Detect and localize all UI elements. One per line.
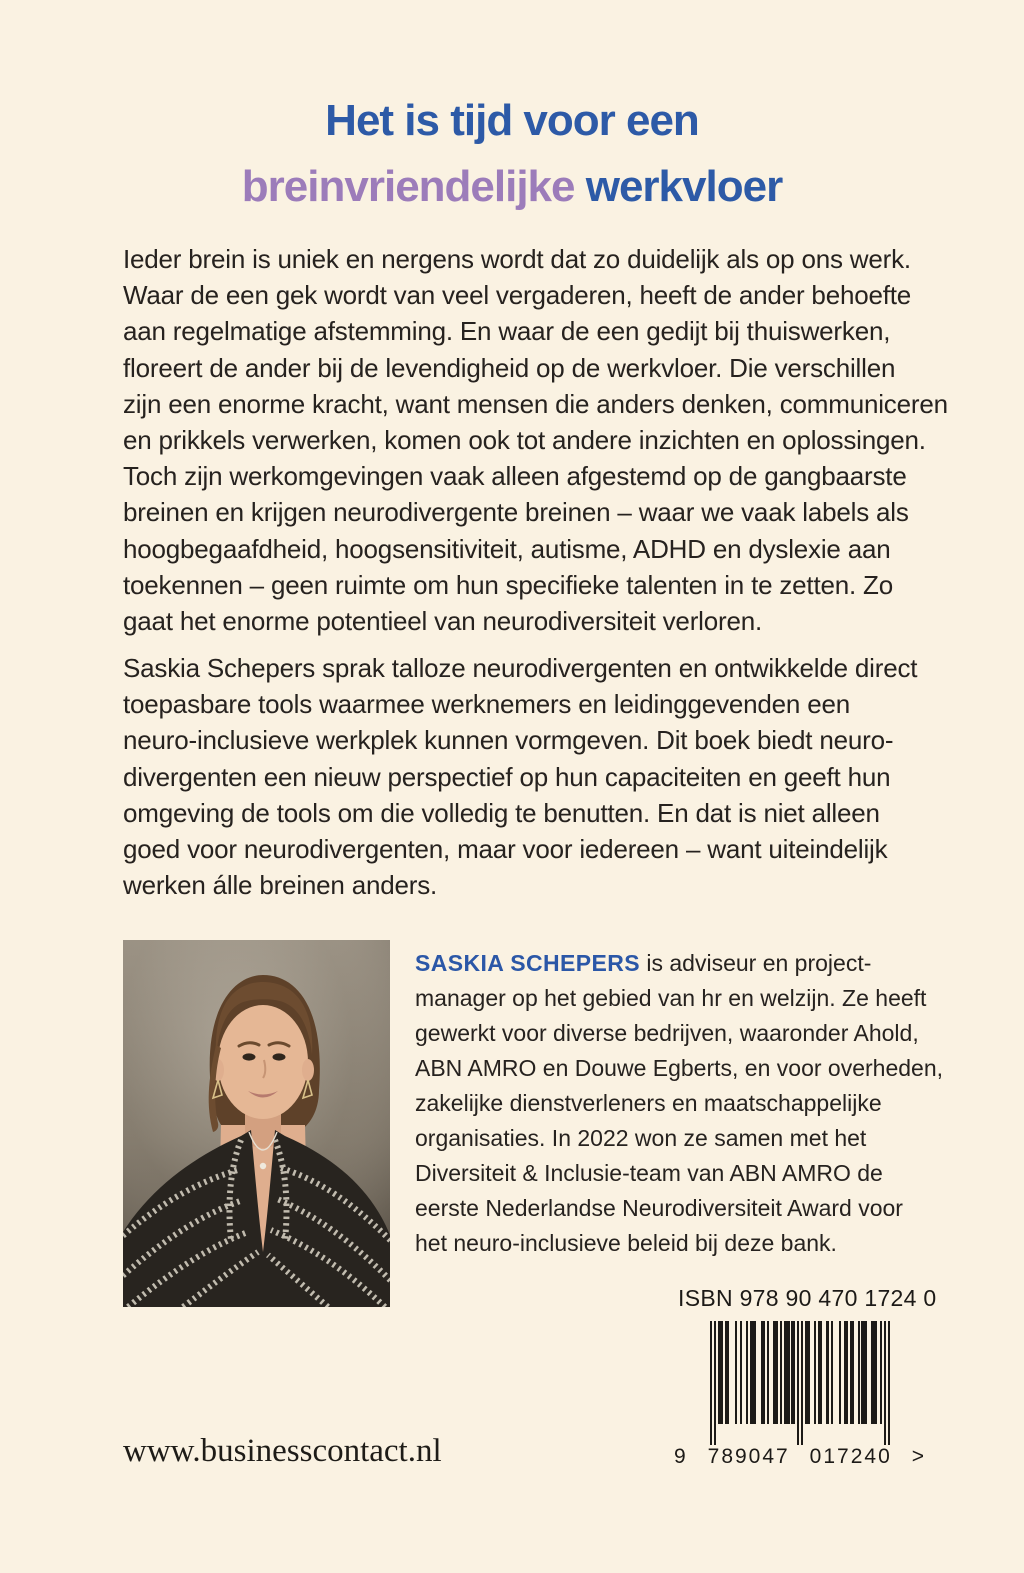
text-line: Waar de een gek wordt van veel vergaderen, heeft de ander behoefte <box>123 280 912 311</box>
text-line: aan regelmatige afstemming. En waar de een gedijt bij thuiswerken, <box>123 316 891 347</box>
text-line: toepasbare tools waarmee werknemers en leidinggevenden een <box>123 689 850 720</box>
author-bio <box>415 946 944 1261</box>
title-line-1: Het is tijd voor een <box>325 96 699 145</box>
barcode-suffix: > <box>911 1445 926 1468</box>
bio-line: SASKIA SCHEPERS is adviseur en project- <box>415 950 872 976</box>
bio-line: het neuro-inclusieve beleid bij deze bank. <box>415 1230 837 1256</box>
bio-line: eerste Nederlandse Neurodiversiteit Award voor <box>415 1195 903 1221</box>
text-line: werken álle breinen anders. <box>123 870 438 901</box>
text-line: gaat het enorme potentieel van neurodiversiteit verloren. <box>123 606 762 637</box>
text-line: divergenten een nieuw perspectief op hun capaciteiten en geeft hun <box>123 761 891 792</box>
bio-line: manager op het gebied van hr en welzijn. Ze heeft <box>415 985 927 1011</box>
barcode-digits <box>674 1445 926 1469</box>
author-portrait-illustration <box>123 940 390 1307</box>
barcode-bar <box>888 1321 890 1445</box>
barcode-group-1: 789047 <box>707 1445 790 1468</box>
barcode-bars <box>678 1321 922 1449</box>
author-name: SASKIA SCHEPERS <box>415 950 640 976</box>
publisher-website: www.businesscontact.nl <box>123 1433 442 1469</box>
bio-line: ABN AMRO en Douwe Egberts, en voor overheden, <box>415 1055 944 1081</box>
title-highlight-word: breinvriendelijke <box>241 162 586 211</box>
isbn-label: ISBN 978 90 470 1724 0 <box>678 1285 937 1311</box>
title-line-2 <box>0 154 1024 220</box>
text-line: neuro-inclusieve werkplek kunnen vormgeven. Dit boek biedt neuro- <box>123 725 894 756</box>
barcode-group-2: 017240 <box>809 1445 892 1468</box>
bio-line: gewerkt voor diverse bedrijven, waaronder Ahold, <box>415 1020 919 1046</box>
bio-line: Diversiteit & Inclusie-team van ABN AMRO de <box>415 1160 883 1186</box>
blurb-paragraph-1 <box>123 241 948 639</box>
text-line: Toch zijn werkomgevingen vaak alleen afgestemd op de gangbaarste <box>123 461 907 492</box>
barcode-first-digit: 9 <box>674 1445 688 1468</box>
text-line: Saskia Schepers sprak talloze neurodivergenten en ontwikkelde direct <box>123 653 918 683</box>
title-line-2-rest: werkvloer <box>585 162 783 211</box>
text-line: floreert de ander bij de levendigheid op de werkvloer. Die verschillen <box>123 352 896 383</box>
book-title <box>0 88 1024 220</box>
text-line: hoogbegaafdheid, hoogsensitiviteit, autisme, ADHD en dyslexie aan <box>123 533 891 564</box>
blurb-paragraph-2 <box>123 650 933 903</box>
text-line: zijn een enorme kracht, want mensen die anders denken, communiceren <box>123 388 948 419</box>
text-line: omgeving de tools om die volledig te benutten. En dat is niet alleen <box>123 797 880 828</box>
text-line: toekennen – geen ruimte om hun specifieke talenten in te zetten. Zo <box>123 569 893 600</box>
author-photo <box>123 940 390 1307</box>
bio-line: organisaties. In 2022 won ze samen met het <box>415 1125 867 1151</box>
text-line: Ieder brein is uniek en nergens wordt dat zo duidelijk als op ons werk. <box>123 244 911 274</box>
text-line: en prikkels verwerken, komen ook tot andere inzichten en oplossingen. <box>123 425 926 456</box>
text-line: goed voor neurodivergenten, maar voor iedereen – want uiteindelijk <box>123 834 888 865</box>
bio-line: zakelijke dienstverleners en maatschappelijke <box>415 1090 882 1116</box>
isbn-block <box>674 1285 937 1471</box>
text-line: breinen en krijgen neurodivergente breinen – waar we vaak labels als <box>123 497 909 528</box>
isbn-barcode <box>674 1321 926 1471</box>
